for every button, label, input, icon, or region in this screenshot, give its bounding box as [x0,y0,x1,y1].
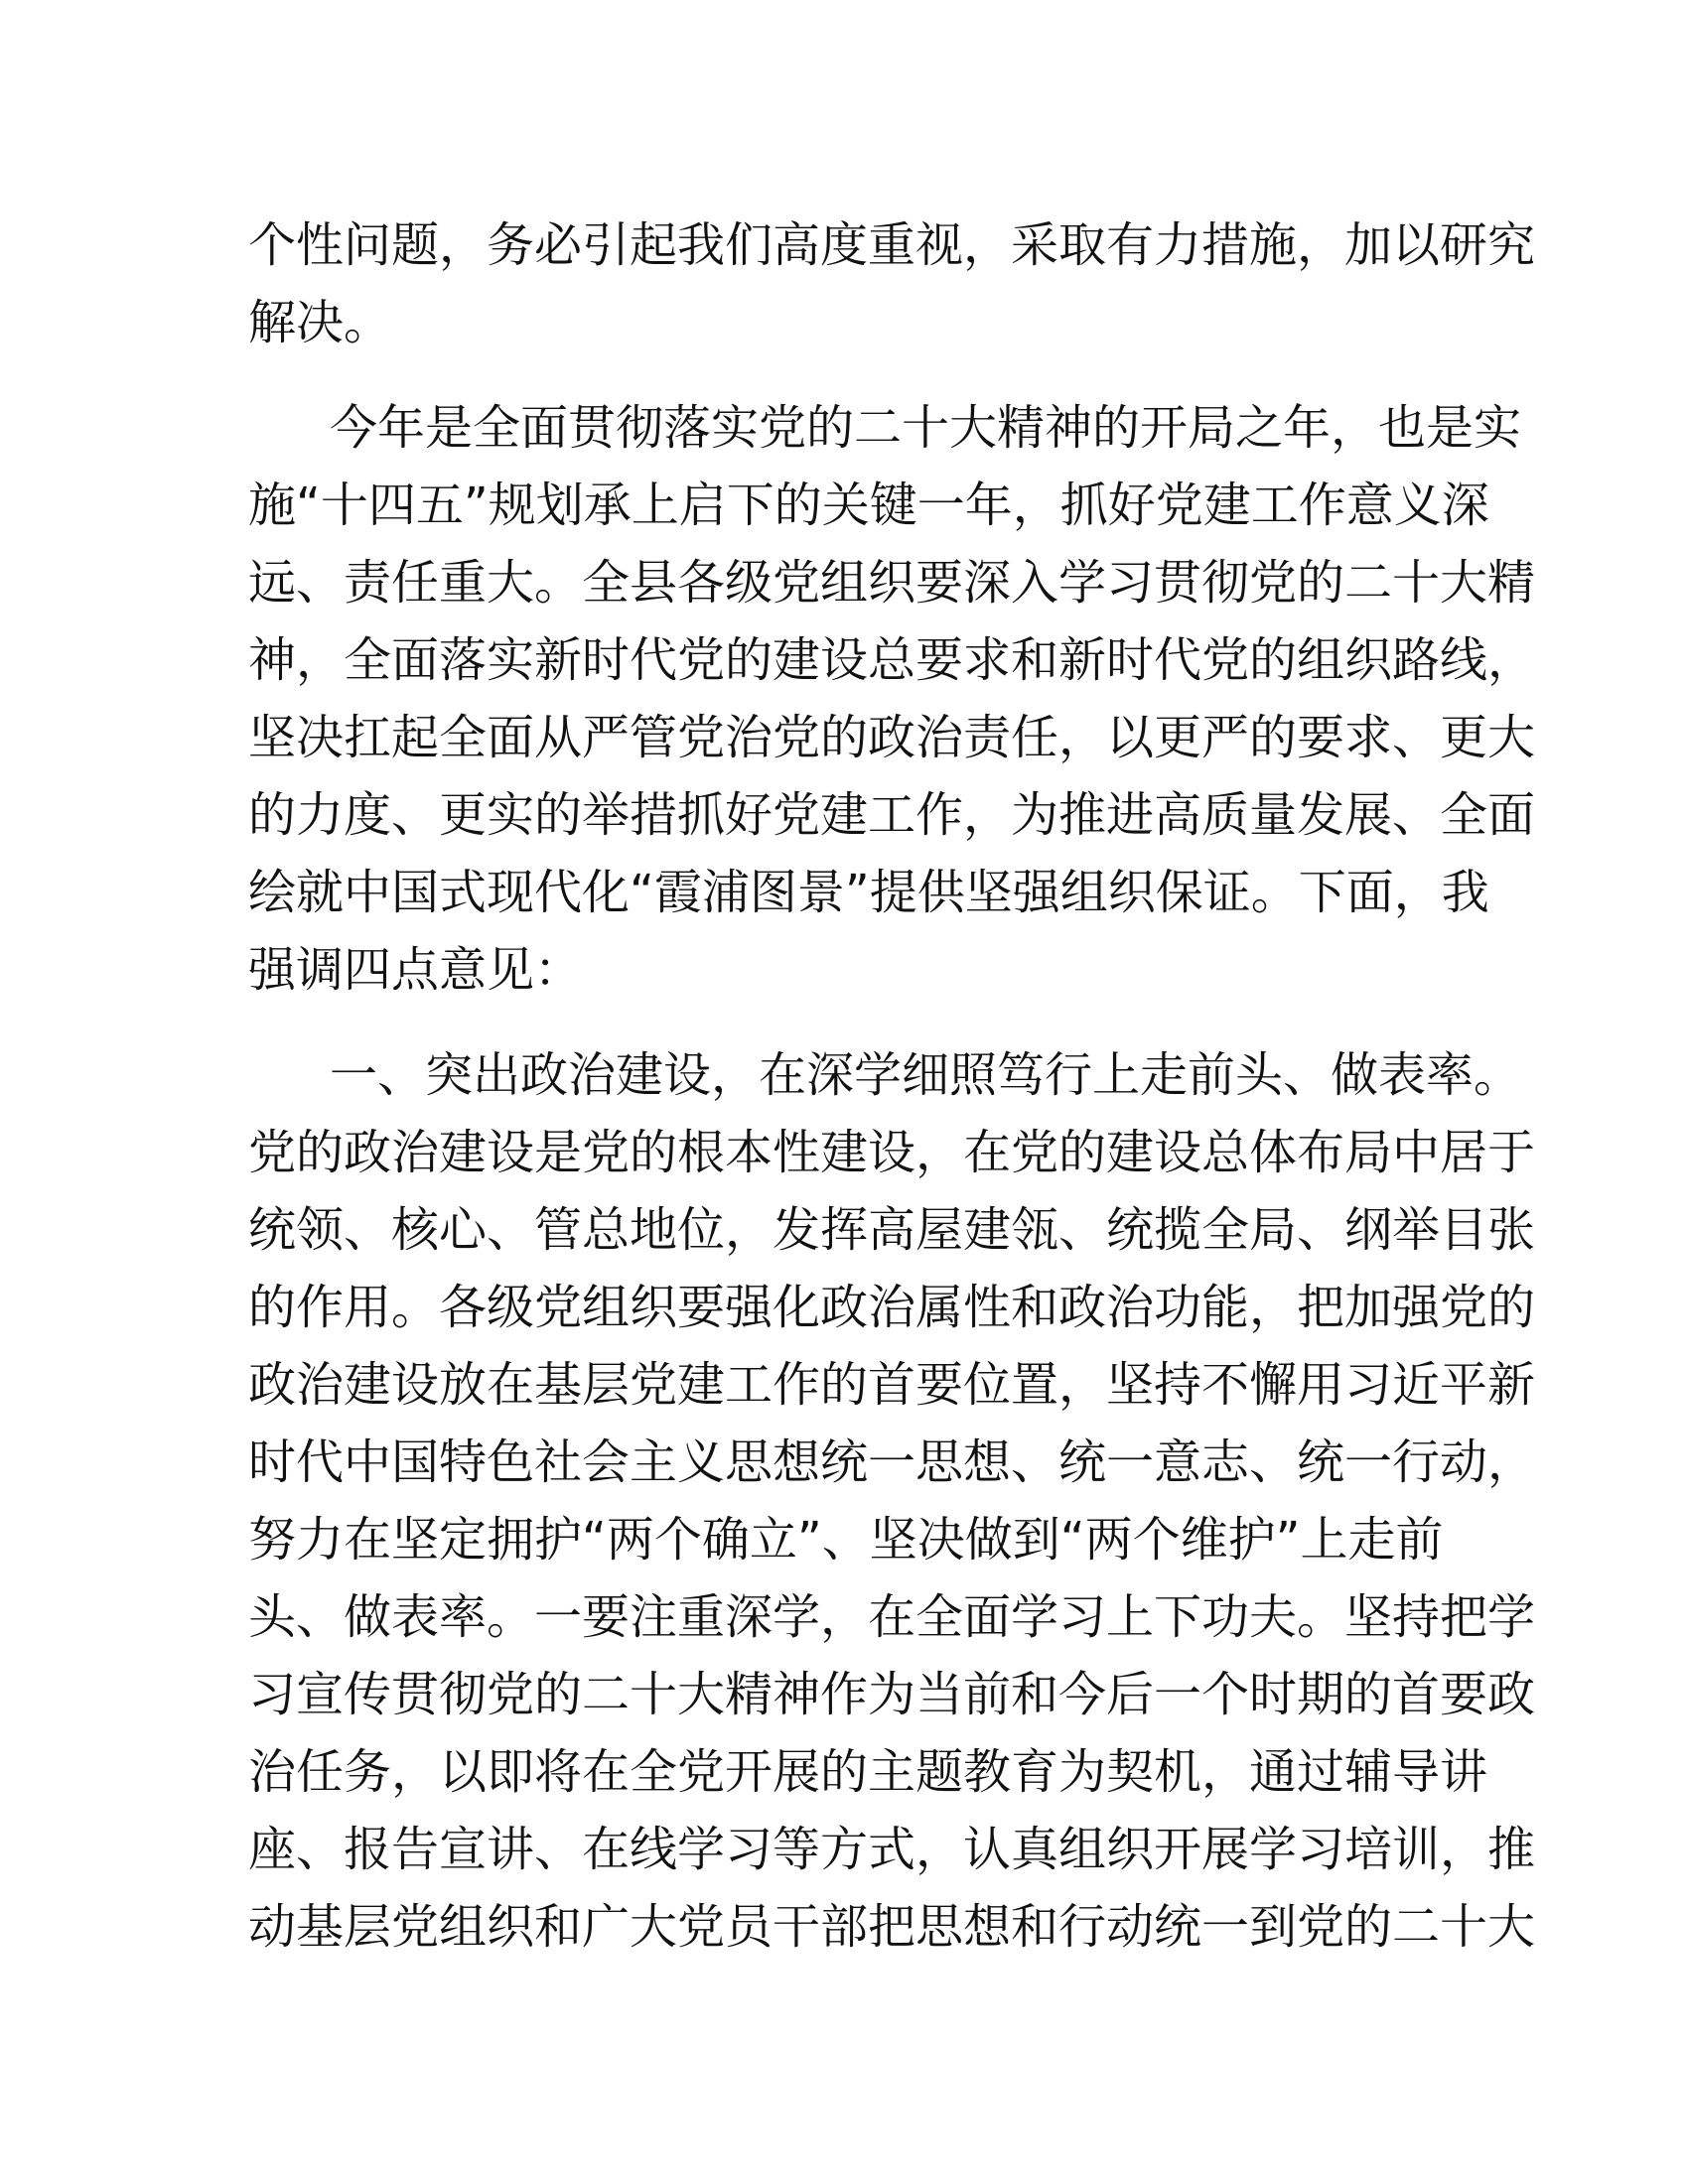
paragraph-line: 努力在坚定拥护“两个确立”、坚决做到“两个维护”上走前 [248,1512,1444,1568]
paragraph-line: 强调四点意见： [248,942,583,998]
paragraph-line: 动基层党组织和广大党员干部把思想和行动统一到党的二十大 [248,1899,1536,1955]
paragraph-line: 施“十四五”规划承上启下的关键一年，抓好党建工作意义深 [248,478,1489,533]
paragraph-line: 解决。 [248,295,392,350]
paragraph-line: 今年是全面贯彻落实党的二十大精神的开局之年，也是实 [330,400,1522,456]
paragraph-line: 治任务，以即将在全党开展的主题教育为契机，通过辅导讲 [248,1744,1488,1800]
document-body [248,206,1536,1966]
paragraph-line: 座、报告宣讲、在线学习等方式，认真组织开展学习培训，推 [248,1822,1536,1877]
paragraph-line: 的力度、更实的举措抓好党建工作，为推进高质量发展、全面 [248,787,1536,843]
paragraph-2 [248,389,1536,1009]
paragraph-line: 绘就中国式现代化“霞浦图景”提供坚强组织保证。下面，我 [248,865,1489,920]
paragraph-line: 个性问题，务必引起我们高度重视，采取有力措施，加以研究 [248,217,1536,273]
paragraph-line: 一、突出政治建设，在深学细照笃行上走前头、做表率。 [330,1047,1522,1103]
paragraph-line: 统领、核心、管总地位，发挥高屋建瓴、统揽全局、纲举目张 [248,1202,1536,1258]
paragraph-gap [248,1009,1440,1036]
paragraph-line: 头、做表率。一要注重深学，在全面学习上下功夫。坚持把学 [248,1589,1536,1645]
paragraph-line: 神，全面落实新时代党的建设总要求和新时代党的组织路线， [248,632,1536,688]
paragraph-line: 远、责任重大。全县各级党组织要深入学习贯彻党的二十大精 [248,555,1536,611]
paragraph-line: 党的政治建设是党的根本性建设，在党的建设总体布局中居于 [248,1125,1536,1180]
paragraph-1 [248,206,1536,361]
paragraph-line: 习宣传贯彻党的二十大精神作为当前和今后一个时期的首要政 [248,1667,1536,1722]
paragraph-line: 时代中国特色社会主义思想统一思想、统一意志、统一行动， [248,1434,1536,1490]
paragraph-line: 政治建设放在基层党建工作的首要位置，坚持不懈用习近平新 [248,1357,1536,1413]
paragraph-line: 的作用。各级党组织要强化政治属性和政治功能，把加强党的 [248,1280,1536,1335]
paragraph-gap [248,361,1440,389]
paragraph-3 [248,1036,1536,1966]
paragraph-line: 坚决扛起全面从严管党治党的政治责任，以更严的要求、更大 [248,710,1536,765]
